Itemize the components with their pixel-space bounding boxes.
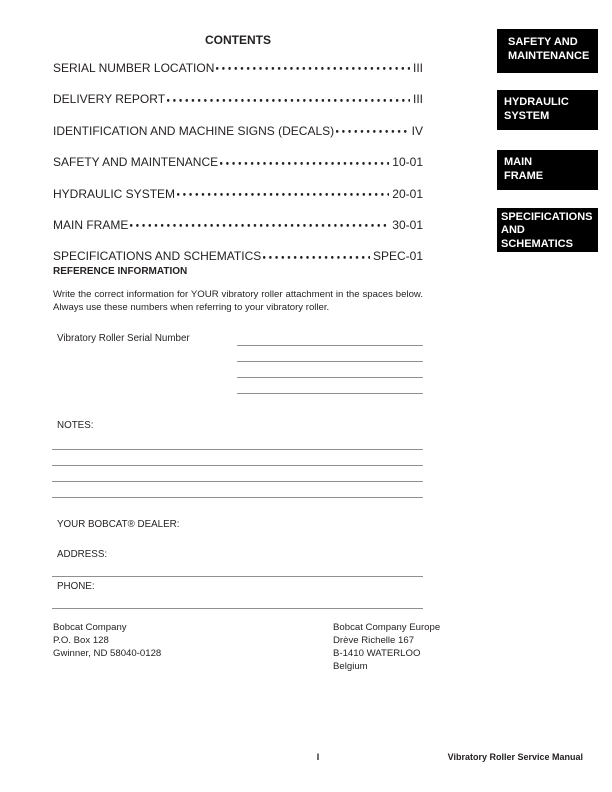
contents-heading: CONTENTS — [205, 33, 271, 47]
tab-line: SPECIFICATIONS — [501, 210, 593, 223]
tab-line: SCHEMATICS — [501, 238, 573, 251]
toc-entry — [53, 246, 423, 263]
toc-entry-label: SAFETY AND MAINTENANCE — [53, 155, 219, 170]
tab-line: MAIN — [504, 156, 533, 168]
toc-entry-label: HYDRAULIC SYSTEM — [53, 186, 176, 201]
toc-entry — [53, 58, 423, 75]
serial-write-in-line — [237, 393, 423, 394]
toc-entry-page: III — [412, 92, 423, 107]
footer-page-number: I — [316, 752, 320, 762]
address-line: Drève Richelle 167 — [333, 635, 415, 646]
serial-write-in-line — [237, 361, 423, 362]
company-address-us — [53, 621, 161, 660]
dot-leader — [336, 121, 409, 135]
dot-leader — [177, 184, 389, 198]
notes-write-in-line — [52, 449, 423, 450]
reference-information-heading: REFERENCE INFORMATION — [53, 266, 188, 277]
toc-entry — [53, 184, 423, 201]
address-write-in-line — [52, 576, 423, 577]
toc-entry — [53, 89, 423, 106]
tab-line: MAINTENANCE — [508, 49, 590, 62]
toc-entry-page: SPEC-01 — [372, 249, 423, 264]
toc-entry-label: DELIVERY REPORT — [53, 92, 166, 107]
toc-entry-page: 10-01 — [392, 155, 423, 170]
section-tab-safety-and-maintenance — [497, 29, 598, 73]
dot-leader — [220, 152, 389, 166]
dot-leader — [167, 89, 410, 103]
footer-manual-title: Vibratory Roller Service Manual — [447, 752, 583, 762]
notes-write-in-line — [52, 497, 423, 498]
toc-entry-page: III — [412, 61, 423, 75]
toc-entry-page: IV — [411, 123, 423, 138]
serial-write-in-line — [237, 377, 423, 378]
toc-entry-label: SERIAL NUMBER LOCATION — [53, 61, 215, 75]
section-tab-specifications-and-schematics — [497, 208, 598, 252]
tab-line: SAFETY AND — [508, 36, 578, 48]
tab-line: SYSTEM — [504, 109, 550, 122]
toc-entry-label: IDENTIFICATION AND MACHINE SIGNS (DECALS) — [53, 123, 335, 138]
address-line: Belgium — [333, 661, 368, 672]
toc-entry-page: 20-01 — [392, 186, 423, 201]
phone-write-in-line — [52, 608, 423, 609]
dot-leader — [263, 246, 370, 260]
reference-information-text: Write the correct information for YOUR vibratory roller attachment in the spaces below. Always use these numbers when referring to your vibratory roller. — [53, 289, 423, 314]
address-line: Bobcat Company Europe — [333, 622, 441, 633]
address-label: ADDRESS: — [57, 549, 108, 560]
address-line: Bobcat Company — [53, 622, 127, 633]
company-address-europe — [333, 621, 440, 673]
address-line: Gwinner, ND 58040-0128 — [53, 648, 162, 659]
toc-entry — [53, 215, 423, 232]
serial-write-in-line — [237, 345, 423, 346]
toc-entry — [53, 121, 423, 138]
dealer-label: YOUR BOBCAT® DEALER: — [57, 519, 180, 530]
section-tab-hydraulic-system — [497, 90, 598, 130]
toc-entry — [53, 152, 423, 169]
notes-write-in-line — [52, 481, 423, 482]
toc-entry-label: SPECIFICATIONS AND SCHEMATICS — [53, 249, 262, 264]
dot-leader — [130, 215, 389, 229]
tab-line: HYDRAULIC — [504, 96, 569, 108]
notes-write-in-line — [52, 465, 423, 466]
notes-label: NOTES: — [57, 420, 94, 431]
table-of-contents — [53, 58, 423, 278]
section-tab-main-frame — [497, 150, 598, 190]
serial-number-label: Vibratory Roller Serial Number — [57, 333, 190, 344]
toc-entry-label: MAIN FRAME — [53, 217, 129, 232]
toc-entry-page: 30-01 — [392, 217, 423, 232]
address-line: B-1410 WATERLOO — [333, 648, 421, 659]
address-line: P.O. Box 128 — [53, 635, 109, 646]
dot-leader — [216, 58, 410, 72]
tab-line: AND — [501, 224, 525, 237]
tab-line: FRAME — [504, 169, 544, 182]
phone-label: PHONE: — [57, 581, 95, 592]
